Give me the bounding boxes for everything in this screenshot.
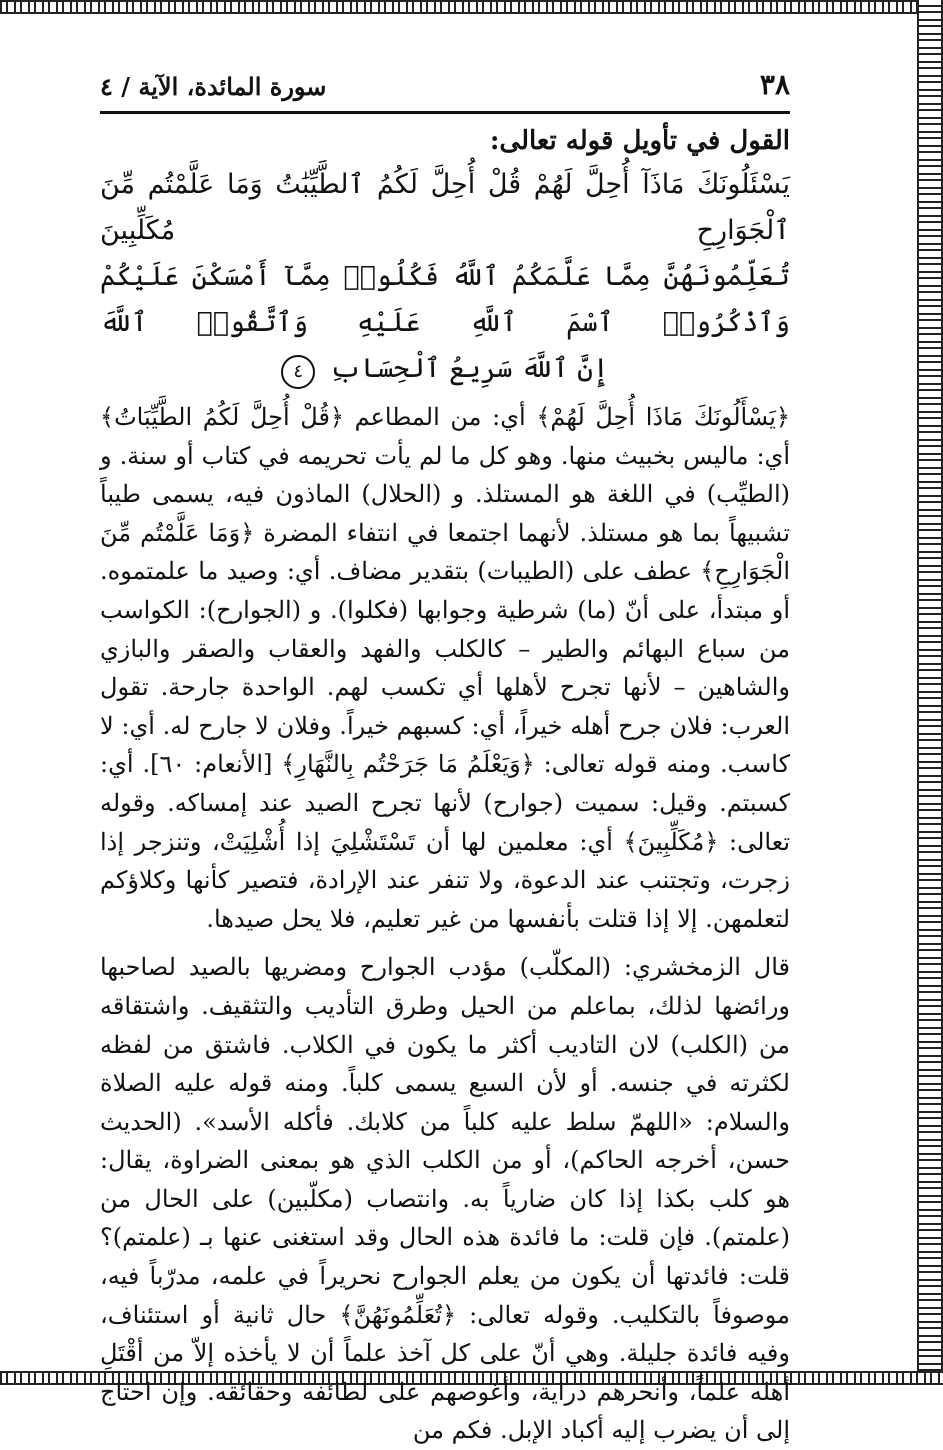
section-heading: القول في تأويل قوله تعالى:: [489, 126, 790, 156]
page-header: [100, 60, 790, 114]
verse-line-2: تُعَلِّمُونَهُنَّ مِمَّا عَلَّمَكُمُ ٱللَّهُ فَكُلُوا۟ مِمَّآ أَمْسَكْنَ عَلَيْكُمْ وَٱذْكُرُوا۟ ٱسْمَ ٱللَّهِ عَلَيْهِ وَٱتَّقُوا۟ ٱللَّهَ: [100, 261, 790, 338]
ayah-number-marker: ٤: [281, 355, 315, 389]
quran-verse: [100, 162, 790, 392]
verse-line-3: [100, 346, 790, 392]
verse-line-1: يَسْئَلُونَكَ مَاذَآ أُحِلَّ لَهُمْ قُلْ أُحِلَّ لَكُمُ ٱلطَّيِّبَٰتُ وَمَا عَلَّمْتُم مِّنَ ٱلْجَوَارِحِ مُكَلِّبِينَ: [100, 169, 790, 246]
commentary-paragraph-2: قال الزمخشري: (المكلّب) مؤدب الجوارح ومضريها بالصيد لصاحبها ورائضها لذلك، بماعلم من الحيل وطرق التأديب والتثقيف. واشتقاقه من (الكلب) لان التاديب أكثر ما يكون في الكلاب. فاشتق من لفظه لكثرته في جنسه. أو لأن السبع يسمى كلباً. ومنه قوله عليه الصلاة والسلام: «اللهمّ سلط عليه كلباً من كلابك. فأكله الأسد». (الحديث حسن، أخرجه الحاكم)، أو من الكلب الذي هو بمعنى الضراوة، يقال: هو كلب بكذا إذا كان ضارياً به. وانتصاب (مكلّبين) على الحال من (علمتم). فإن قلت: ما فائدة هذه الحال وقد استغنى عنها بـ (علمتم)؟ قلت: فائدتها أن يكون من يعلم الجوارح نحريراً في علمه، مدرّباً فيه، موصوفاً بالتكليب. وقوله تعالى: ﴿تُعَلِّمُونَهُنَّ﴾ حال ثانية أو استئناف، وفيه فائدة جليلة. وهي أنّ على كل آخذ علماً أن لا يأخذه إلاّ من أقْتَلِ أهله علماً، وأنحرهم دراية، وأغوصهم على لطائفه وحقائقه. وإن احتاج إلى أن يضرب إليه أكباد الإبل. فكم من: [100, 953, 791, 1445]
page-content: [100, 60, 790, 1450]
verse-line-3-text: إِنَّ ٱللَّهَ سَرِيعُ ٱلْحِسَابِ: [329, 353, 609, 384]
page-number: ٣٨: [759, 68, 790, 101]
running-title: سورة المائدة، الآية / ٤: [100, 72, 327, 101]
decorative-border-right: [917, 0, 943, 1385]
decorative-border-top: [0, 0, 943, 14]
commentary-paragraph-1: ﴿يَسْأَلُونَكَ مَاذَا أُحِلَّ لَهُمْ﴾ أي: من المطاعم ﴿قُلْ أُحِلَّ لَكُمُ الطَّيِّبَاتُ﴾ أي: ماليس بخبيث منها. وهو كل ما لم يأت تحريمه في كتاب أو سنة. و (الطيِّب) في اللغة هو المستلذ. و (الحلال) الماذون فيه، يسمى طيباً تشبيهاً بما هو مستلذ. لأنهما اجتمعا في انتفاء المضرة ﴿وَمَا عَلَّمْتُم مِّنَ الْجَوَارِحِ﴾ عطف على (الطيبات) بتقدير مضاف. أي: وصيد ما علمتموه. أو مبتدأ، على أنّ (ما) شرطية وجوابها (فكلوا). و (الجوارح): الكواسب من سباع البهائم والطير – كالكلب والفهد والعقاب والصقر والبازي والشاهين – لأنها تجرح لأهلها أي تكسب لهم. الواحدة جارحة. تقول العرب: فلان جرح أهله خيراً، أي: كسبهم خيراً. وفلان لا جارح له. أي: لا كاسب. ومنه قوله تعالى: ﴿وَيَعْلَمُ مَا جَرَحْتُم بِالنَّهَارِ﴾ [الأنعام: ٦٠]. أي: كسبتم. وقيل: سميت (جوارح) لأنها تجرح الصيد عند إمساكه. وقوله تعالى: ﴿مُكَلِّبِينَ﴾ أي: معلمين لها أن تَسْتَشْلِيَ إذا أُشْلِيَتْ، وتنزجر إذا زجرت، وتجتنب عند الدعوة، ولا تنفر عند الإرادة، فتصير كأنها وكلاؤكم لتعلمهن. إلا إذا قتلت بأنفسها من غير تعليم، فلا يحل صيدها.: [100, 403, 790, 933]
